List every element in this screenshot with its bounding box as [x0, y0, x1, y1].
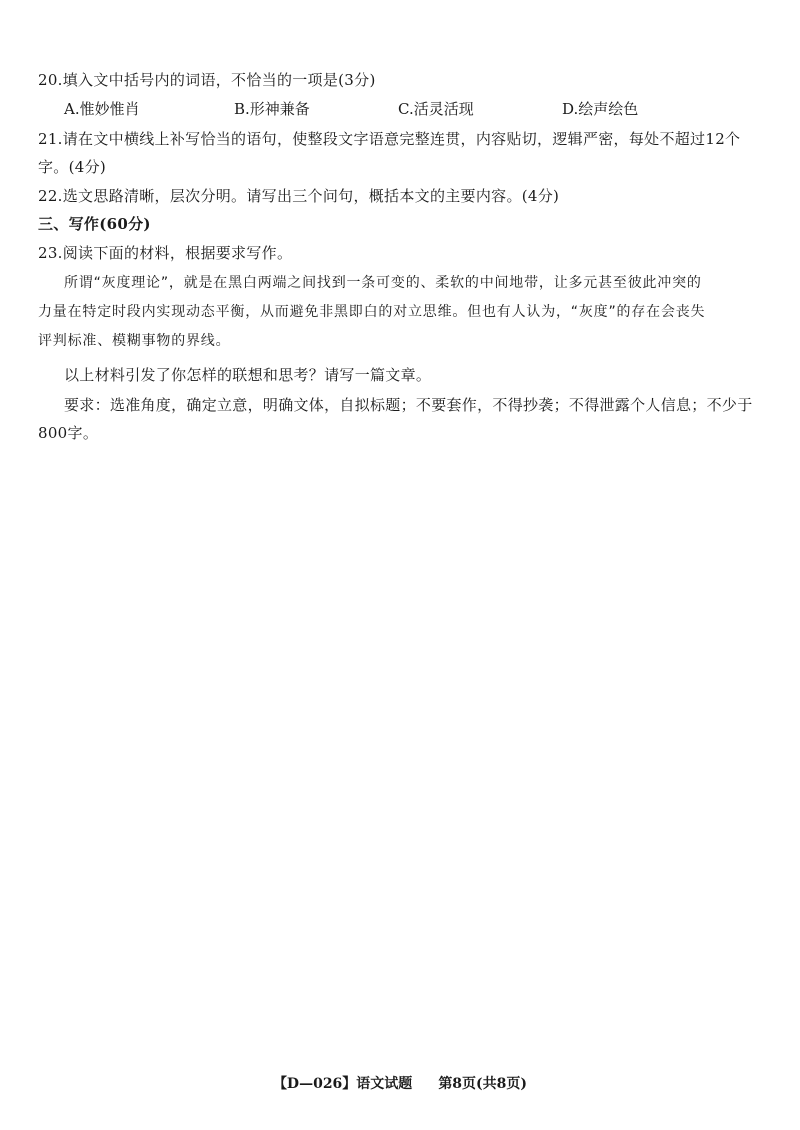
- material-line-1: 所谓“灰度理论”，就是在黑白两端之间找到一条可变的、柔软的中间地带，让多元甚至彼此冲突的: [64, 275, 702, 291]
- question-21-line-1: 21.请在文中横线上补写恰当的语句，使整段文字语意完整连贯，内容贴切，逻辑严密，每处不超过12个: [38, 130, 741, 148]
- material-line-3: 评判标准、模糊事物的界线。: [38, 333, 231, 349]
- exam-code: 【D—026】语文试题: [272, 1076, 413, 1092]
- page-footer: [0, 1074, 800, 1094]
- requirements-line-1: 要求：选准角度，确定立意，明确文体，自拟标题；不要套作，不得抄袭；不得泄露个人信息；不少于: [64, 396, 753, 414]
- question-22: 22.选文思路清晰，层次分明。请写出三个问句，概括本文的主要内容。(4分): [38, 187, 560, 205]
- requirements-line-2: 800字。: [38, 424, 99, 442]
- question-20-options: [64, 99, 764, 119]
- question-20-stem: 20.填入文中括号内的词语，不恰当的一项是(3分): [38, 71, 376, 89]
- question-21-line-2: 字。(4分): [38, 158, 107, 176]
- material-line-2: 力量在特定时段内实现动态平衡，从而避免非黑即白的对立思维。但也有人认为，“灰度”的存在会丧失: [38, 304, 706, 320]
- option-b: B.形神兼备: [234, 100, 310, 118]
- option-a: A.惟妙惟肖: [64, 100, 140, 118]
- option-d: D.绘声绘色: [562, 100, 639, 118]
- page-number: 第8页(共8页): [438, 1076, 528, 1092]
- section-3-heading: 三、写作(60分): [38, 215, 151, 233]
- question-23-stem: 23.阅读下面的材料，根据要求写作。: [38, 244, 293, 262]
- writing-prompt: 以上材料引发了你怎样的联想和思考？请写一篇文章。: [64, 366, 432, 384]
- option-c: C.活灵活现: [398, 100, 474, 118]
